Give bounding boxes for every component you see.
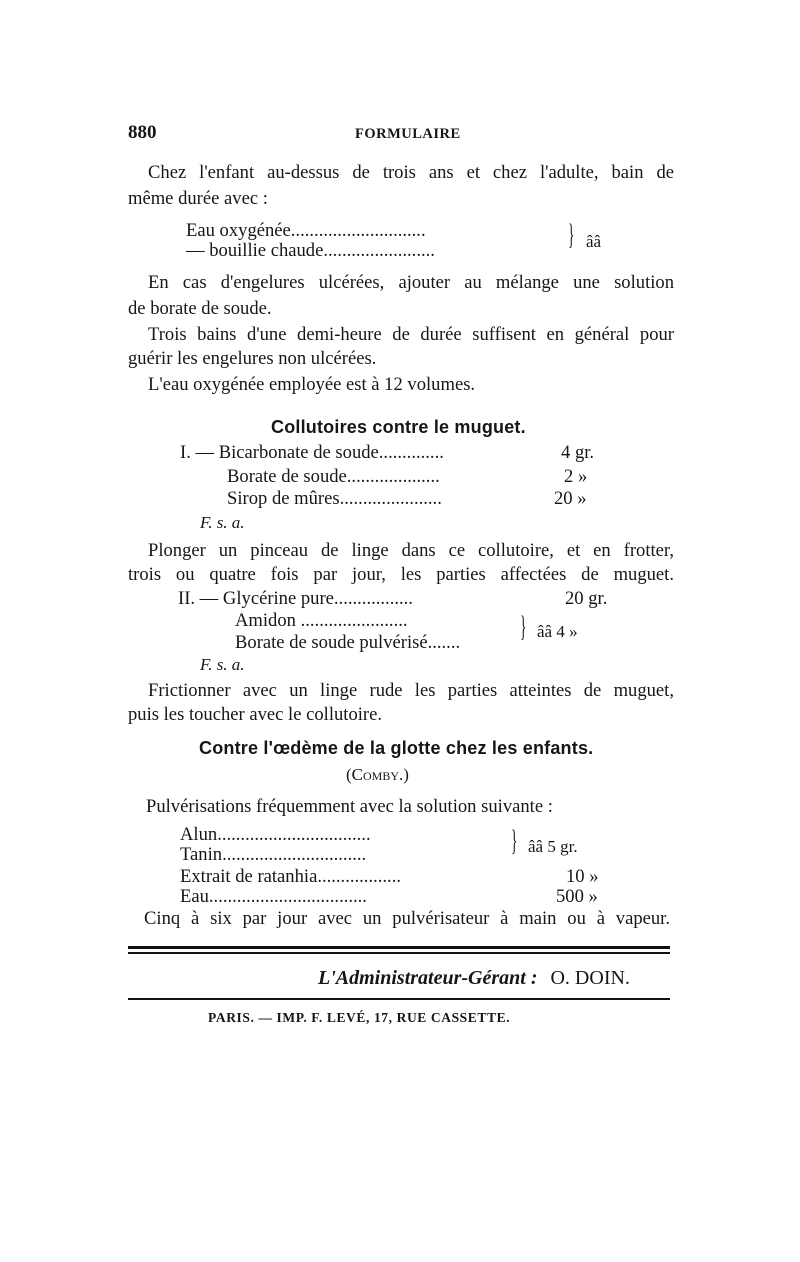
recipe1-qty: ââ [586,232,602,251]
formula2-item-2: Amidon ....................... [235,610,408,631]
intro-line-1: Chez l'enfant au-dessus de trois ans et chez l'adulte, bain de [148,162,674,183]
formula2-item-3: Borate de soude pulvérisé....... [235,632,461,653]
brace-icon: } [520,610,527,643]
para1-line-4: guérir les engelures non ulcérées. [128,348,377,369]
section1-text2-line-2: puis les toucher avec le collutoire. [128,704,383,725]
formula2-qty-1: 20 gr. [565,588,608,609]
recipe1-item-2: — bouillie chaude........................ [186,240,435,261]
section1-title: Collutoires contre le muguet. [271,417,526,437]
recipe1-item-1: Eau oxygénée............................. [186,220,426,241]
signature [318,964,630,992]
section1-text1-line-2: trois ou quatre fois par jour, les parties affectées de muguet. [128,564,674,585]
formula1-fsa: F. s. a. [200,513,245,532]
divider [128,998,670,1000]
formula1-item-1: I. — Bicarbonate de soude.............. [180,442,444,463]
section2-title: Contre l'œdème de la glotte chez les enfants. [199,738,594,758]
formula3-qty-4: 500 » [556,886,598,907]
formula3-item-2: Tanin............................... [180,844,367,865]
formula2-fsa: F. s. a. [200,655,245,674]
section1-text2-line-1: Frictionner avec un linge rude les parties atteintes de muguet, [148,680,674,701]
formula3-qty-3: 10 » [566,866,599,887]
brace-icon: } [511,824,518,857]
divider [128,952,670,954]
imprint: PARIS. — IMP. F. LEVÉ, 17, RUE CASSETTE. [208,1010,511,1025]
page-number: 880 [128,122,157,143]
formula3-qty-12: ââ 5 gr. [528,837,578,856]
formula3-item-3: Extrait de ratanhia.................. [180,866,401,887]
section1-text1-line-1: Plonger un pinceau de linge dans ce collutoire, et en frotter, [148,540,674,561]
running-title: FORMULAIRE [355,126,461,142]
formula2-item-1: II. — Glycérine pure................. [178,588,413,609]
intro-line-2: même durée avec : [128,188,268,209]
formula3-item-1: Alun................................. [180,824,371,845]
section2-closing: Cinq à six par jour avec un pulvérisateur à main ou à vapeur. [144,908,670,929]
para1-line-3: Trois bains d'une demi-heure de durée suffisent en général pour [148,324,674,345]
signature-name: O. DOIN. [550,967,630,989]
brace-icon: } [568,218,575,251]
formula3-item-4: Eau.................................. [180,886,367,907]
formula1-item-2: Borate de soude.................... [227,466,440,487]
formula2-qty-23: ââ 4 » [537,622,578,641]
section2-author: (Comby.) [346,765,409,784]
signature-label: L'Administrateur-Gérant : [318,967,538,989]
formula1-qty-1: 4 gr. [561,442,595,463]
formula1-qty-3: 20 » [554,488,587,509]
section2-intro: Pulvérisations fréquemment avec la solution suivante : [146,796,553,817]
formula1-item-3: Sirop de mûres...................... [227,488,442,509]
formula1-qty-2: 2 » [564,466,588,487]
divider [128,946,670,949]
para1-line-2: de borate de soude. [128,298,272,319]
para1-line-1: En cas d'engelures ulcérées, ajouter au mélange une solution [148,272,674,293]
para1-line-5: L'eau oxygénée employée est à 12 volumes. [148,374,476,395]
